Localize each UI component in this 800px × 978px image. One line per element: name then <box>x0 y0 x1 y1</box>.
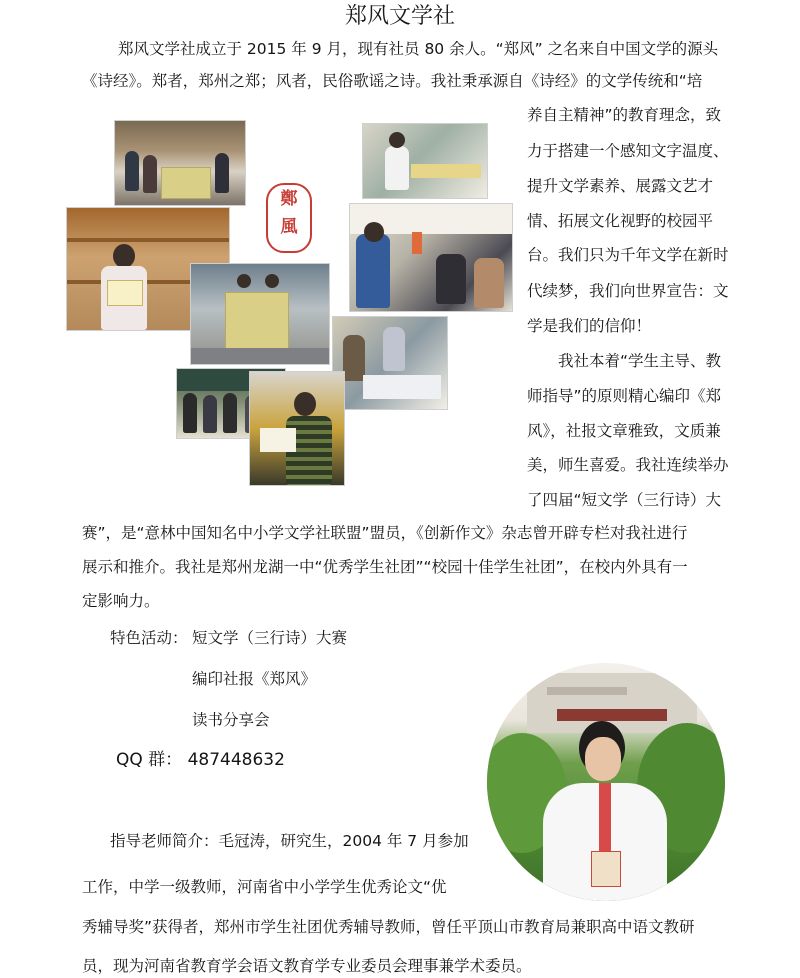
para2-line: 展示和推介。我社是郑州龙湖一中“优秀学生社团”“校园十佳学生社团”，在校内外具有一 <box>82 558 688 576</box>
teacher-line: 秀辅导奖”获得者，郑州市学生社团优秀辅导教师，曾任平顶山市教育局兼职高中语文教研 <box>82 918 695 936</box>
classroom-photo-top <box>362 123 488 199</box>
intro-line: 提升文学素养、展露文艺才 <box>527 177 714 195</box>
qq-group: QQ 群： 487448632 <box>116 750 285 770</box>
students-writing-photo <box>332 316 448 410</box>
para2-line: 我社本着“学生主导、教 <box>558 352 722 370</box>
teacher-line: 工作，中学一级教师，河南省中小学学生优秀论文“优 <box>82 878 447 896</box>
intro-line: 台。我们只为千年文学在新时 <box>527 246 729 264</box>
activity-item: 编印社报《郑风》 <box>192 670 317 688</box>
intro-line: 代续梦，我们向世界宣告：文 <box>527 282 729 300</box>
activity-item: 读书分享会 <box>192 711 270 729</box>
intro-line: 养自主精神”的教育理念，致 <box>527 106 722 124</box>
para2-line: 定影响力。 <box>82 592 160 610</box>
activity-item: 短文学（三行诗）大赛 <box>192 629 348 647</box>
para2-line: 赛”，是“意林中国知名中小学文学社联盟”盟员，《创新作文》杂志曾开辟专栏对我社进行 <box>82 524 688 542</box>
para2-line: 师指导”的原则精心编印《郑 <box>527 387 722 405</box>
teacher-portrait <box>487 663 725 901</box>
classroom-photo-middle <box>349 203 513 312</box>
para2-line: 美，师生喜爱。我社连续举办 <box>527 456 729 474</box>
intro-line: 力于搭建一个感知文字温度、 <box>527 142 729 160</box>
intro-line: 《诗经》。郑者，郑州之郑；风者，民俗歌谣之诗。我社秉承源自《诗经》的文学传统和“培 <box>82 72 703 90</box>
intro-line: 情、拓展文化视野的校园平 <box>527 212 714 230</box>
group-banner-photo <box>114 120 246 206</box>
zhengfeng-seal: 鄭 風 <box>266 183 312 253</box>
para2-line: 了四届“短文学（三行诗）大 <box>527 491 722 509</box>
para2-line: 风》，社报文章雅致，文质兼 <box>527 422 721 440</box>
teacher-line: 员，现为河南省教育学会语文教育学专业委员会理事兼学术委员。 <box>82 957 532 975</box>
banner-display-photo <box>190 263 330 365</box>
man-reading-photo <box>249 371 345 486</box>
intro-line: 学是我们的信仰！ <box>527 317 652 335</box>
page-title: 郑风文学社 <box>344 4 455 29</box>
teacher-line: 指导老师简介：毛冠涛，研究生，2004 年 7 月参加 <box>110 832 469 850</box>
activities-label: 特色活动： <box>110 629 188 647</box>
intro-line: 郑风文学社成立于 2015 年 9 月，现有社员 80 余人。“郑风” 之名来自中国文学的源头 <box>118 40 719 58</box>
